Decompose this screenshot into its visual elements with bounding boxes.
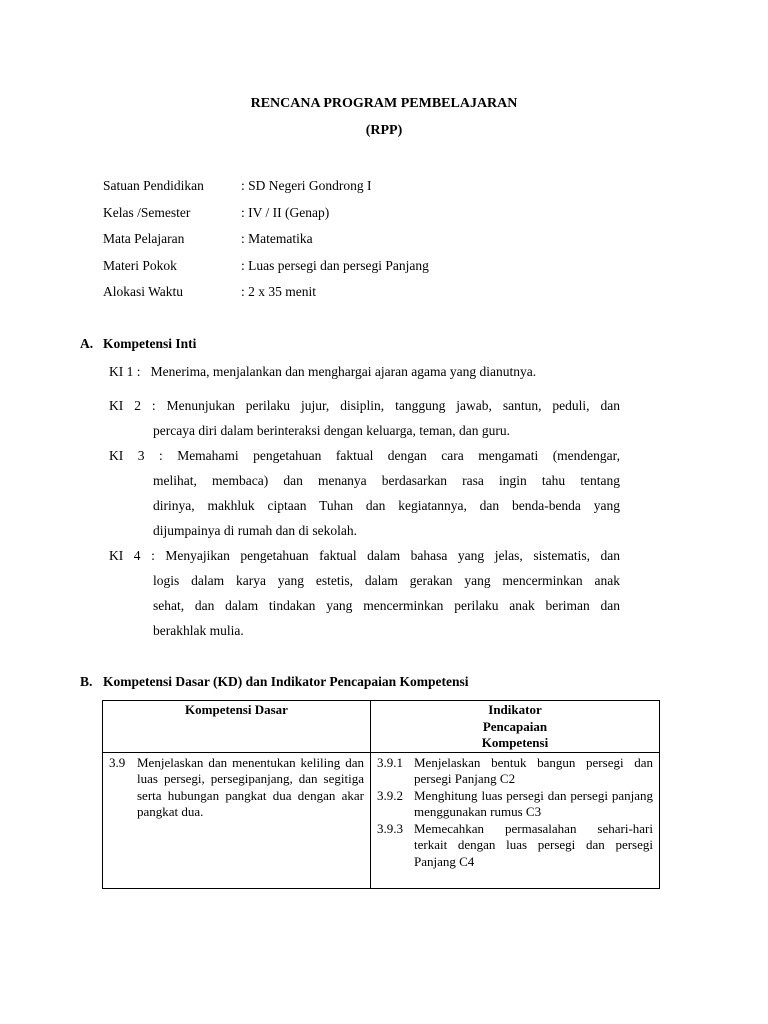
- info-label: Materi Pokok: [103, 258, 177, 273]
- info-label: Kelas /Semester: [103, 205, 191, 220]
- kd-item: [109, 755, 364, 821]
- info-value: : Matematika: [241, 231, 313, 246]
- header-indikator: [371, 701, 660, 753]
- section-title: Kompetensi Inti: [103, 336, 197, 351]
- indicator-item: [377, 788, 653, 821]
- ki-line: percaya diri dalam berinteraksi dengan keluarga, teman, dan guru.: [153, 423, 510, 438]
- ki-1: [109, 359, 620, 384]
- header-line: Indikator: [488, 702, 542, 717]
- indicator-text: Memecahkan permasalahan sehari-hari terkait dengan luas persegi dan persegi Panjang C4: [414, 820, 653, 869]
- kd-cell: [103, 752, 371, 888]
- ki-line: dirinya, makhluk ciptaan Tuhan dan kegiatannya, dan benda-benda yang: [153, 498, 620, 513]
- indicator-number: 3.9.3: [377, 820, 403, 836]
- kd-text: Menjelaskan dan menentukan keliling dan luas persegi, persegipanjang, dan segitiga serta hubungan pangkat dua dengan akar pangkat dua.: [137, 754, 364, 819]
- ki-line: KI 4 : Menyajikan pengetahuan faktual dalam bahasa yang jelas, sistematis, dan: [109, 548, 620, 563]
- ki-line: sehat, dan dalam tindakan yang mencerminkan perilaku anak beriman dan: [153, 598, 620, 613]
- ki-line: KI 3 : Memahami pengetahuan faktual dengan cara mengamati (mendengar,: [109, 448, 620, 463]
- info-label: Satuan Pendidikan: [103, 178, 204, 193]
- section-a-heading: [80, 336, 196, 352]
- info-label: Alokasi Waktu: [103, 284, 184, 299]
- info-value: : 2 x 35 menit: [241, 284, 316, 299]
- indicator-text: Menjelaskan bentuk bangun persegi dan persegi Panjang C2: [414, 754, 653, 786]
- section-letter: B.: [80, 674, 93, 689]
- ki-line: KI 2 : Menunjukan perilaku jujur, disiplin, tanggung jawab, santun, peduli, dan: [109, 398, 620, 413]
- indicator-item: [377, 755, 653, 788]
- ki-3: [109, 443, 620, 543]
- info-value: : IV / II (Genap): [241, 205, 330, 220]
- ki-line: KI 1 : Menerima, menjalankan dan menghargai ajaran agama yang dianutnya.: [109, 364, 537, 379]
- ki-2: [109, 393, 620, 443]
- header-line: Pencapaian: [482, 718, 548, 734]
- header-kompetensi-dasar: Kompetensi Dasar: [103, 701, 371, 753]
- table-header-row: [103, 701, 660, 753]
- ki-4: [109, 543, 620, 643]
- ki-line: logis dalam karya yang estetis, dalam gerakan yang mencerminkan anak: [153, 573, 620, 588]
- ki-line: berakhlak mulia.: [153, 623, 244, 638]
- ki-line: dijumpainya di rumah dan di sekolah.: [153, 523, 357, 538]
- kd-indicator-table: [102, 700, 660, 889]
- document-subtitle: (RPP): [365, 123, 403, 138]
- section-b-heading: [80, 674, 469, 690]
- section-title: Kompetensi Dasar (KD) dan Indikator Pencapaian Kompetensi: [103, 674, 469, 689]
- indicator-text: Menghitung luas persegi dan persegi panjang menggunakan rumus C3: [414, 787, 653, 819]
- indicator-cell: [371, 752, 660, 888]
- header-line: Kompetensi: [481, 735, 549, 750]
- section-letter: A.: [80, 336, 94, 351]
- document-title: RENCANA PROGRAM PEMBELAJARAN: [250, 96, 518, 111]
- table-row: [103, 752, 660, 888]
- indicator-number: 3.9.1: [377, 754, 403, 770]
- indicator-number: 3.9.2: [377, 787, 403, 803]
- indicator-item: [377, 821, 653, 871]
- ki-line: melihat, membaca) dan menanya berdasarkan rasa ingin tahu tentang: [153, 473, 620, 488]
- info-value: : Luas persegi dan persegi Panjang: [241, 258, 429, 273]
- kd-number: 3.9: [109, 754, 126, 770]
- info-label: Mata Pelajaran: [103, 231, 185, 246]
- info-value: : SD Negeri Gondrong I: [241, 178, 372, 193]
